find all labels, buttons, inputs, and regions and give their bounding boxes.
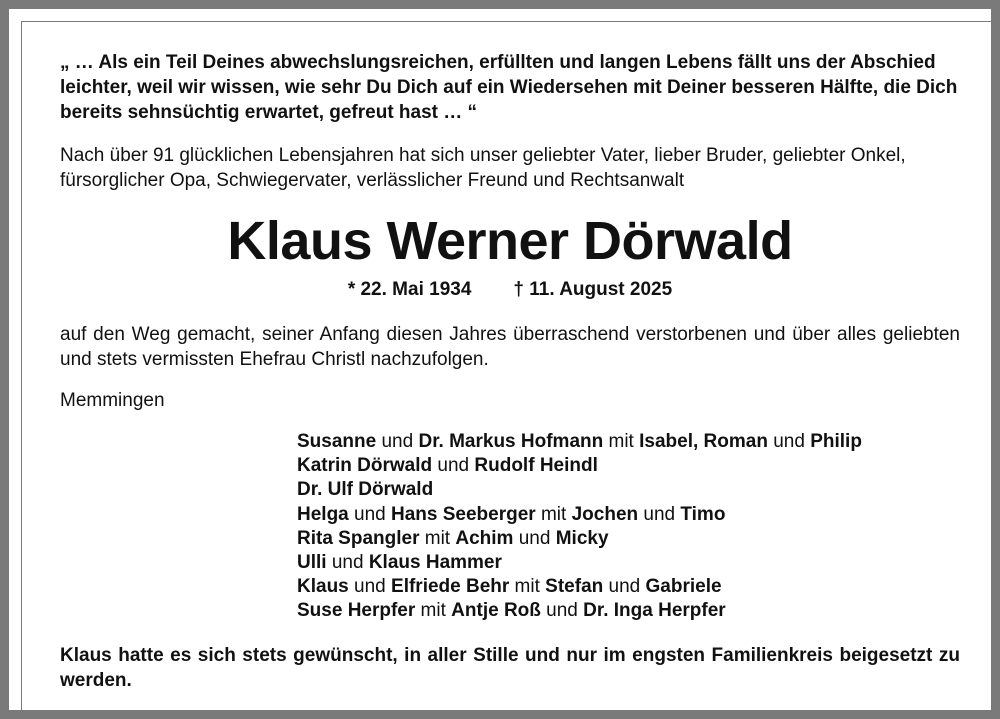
mourner-line <box>297 527 967 551</box>
mourner-connector: und <box>638 503 681 525</box>
mourner-name: Philip <box>810 431 862 452</box>
mourner-name: Klaus Hammer <box>368 552 502 574</box>
mourner-line <box>297 551 967 575</box>
intro-text: Nach über 91 glücklichen Lebensjahren hat sich unser geliebter Vater, lieber Bruder, geliebter Onkel, fürsorglicher Opa, Schwiegervater, verlässlicher Freund und Rechtsanwalt <box>60 145 906 191</box>
mourner-connector: und <box>432 455 475 477</box>
mourner-name: Suse Herpfer <box>297 600 416 622</box>
mourner-name: Achim <box>455 527 514 549</box>
mourner-connector: mit <box>509 576 546 598</box>
place: Memmingen <box>60 390 165 411</box>
mourner-name: Jochen <box>571 503 639 525</box>
mourner-name: Rudolf Heindl <box>474 455 598 477</box>
mourner-line <box>297 454 967 478</box>
mourner-connector: und <box>603 576 646 598</box>
mourner-name: Elfriede Behr <box>391 576 510 598</box>
mourner-connector: mit <box>415 600 452 622</box>
mourner-name: Isabel, Roman <box>639 431 768 452</box>
mourner-name: Katrin Dörwald <box>297 455 433 477</box>
mourner-name: Timo <box>680 503 726 525</box>
mourner-name: Antje Roß <box>451 600 541 622</box>
mourner-connector: mit <box>535 503 572 525</box>
deceased-name: Klaus Werner Dörwald <box>227 211 793 271</box>
mourner-name: Rita Spangler <box>297 527 420 549</box>
mourner-line <box>297 430 967 454</box>
mourner-name: Hans Seeberger <box>391 503 536 525</box>
mourner-connector: mit <box>603 431 640 452</box>
death-date: † 11. August 2025 <box>513 279 673 300</box>
mourner-name: Dr. Ulf Dörwald <box>297 479 434 501</box>
opening-quote: „ … Als ein Teil Deines abwechslungsreichen, erfüllten und langen Lebens fällt uns der Abschied leichter, weil wir wissen, wie sehr Du Dich auf ein Wiedersehen mit Deiner besseren Hälfte, die Dich bereits sehnsüchtig erwartet, gefreut hast … “ <box>60 52 958 123</box>
mourner-connector: und <box>767 431 811 452</box>
mourner-name: Stefan <box>545 576 604 598</box>
mourner-connector: mit <box>419 527 456 549</box>
birth-date: * 22. Mai 1934 <box>347 279 472 300</box>
mourner-line <box>297 575 967 599</box>
mourner-name: Ulli <box>297 552 327 574</box>
mourner-connector: und <box>326 552 369 574</box>
mourner-line <box>297 599 967 623</box>
mourner-connector: und <box>348 576 392 598</box>
mourner-name: Klaus <box>297 576 349 598</box>
mourner-connector: und <box>513 527 556 549</box>
mourner-name: Dr. Markus Hofmann <box>418 431 604 452</box>
mourners-list <box>297 430 967 624</box>
life-dates <box>60 277 960 302</box>
body-text: auf den Weg gemacht, seiner Anfang diesen Jahres überraschend verstorbenen und über alles geliebten und stets vermissten Ehefrau Christl nachzufolgen. <box>60 324 960 370</box>
mourner-name: Susanne <box>297 431 377 452</box>
mourner-line <box>297 478 967 502</box>
mourner-name: Gabriele <box>645 576 722 598</box>
mourner-line <box>297 503 967 527</box>
mourner-name: Micky <box>555 527 609 549</box>
mourner-connector: und <box>540 600 584 622</box>
mourner-connector: und <box>376 431 419 452</box>
closing-text: Klaus hatte es sich stets gewünscht, in aller Stille und nur im engsten Familienkreis beigesetzt zu werden. <box>60 645 960 691</box>
mourner-name: Helga <box>297 503 349 525</box>
mourner-connector: und <box>348 503 392 525</box>
mourner-name: Dr. Inga Herpfer <box>583 600 726 622</box>
